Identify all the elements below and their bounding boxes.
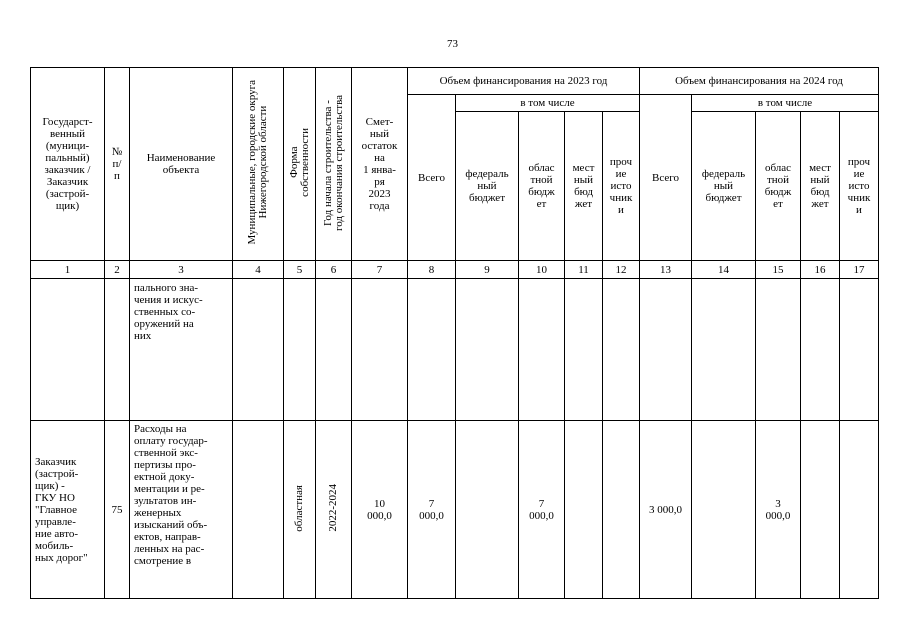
column-number: 1 xyxy=(31,261,105,279)
column-number: 13 xyxy=(640,261,692,279)
header-local-2024: мест ный бюд жет xyxy=(801,112,840,261)
header-including-2023: в том числе xyxy=(456,95,640,112)
row-years: 2022-2024 xyxy=(327,484,339,532)
header-years-cell xyxy=(316,68,352,261)
header-estimate: Смет- ный остаток на 1 янва- ря 2023 года xyxy=(352,68,408,261)
column-number: 3 xyxy=(130,261,233,279)
column-number: 8 xyxy=(408,261,456,279)
column-number: 4 xyxy=(233,261,284,279)
row-regional-2024 xyxy=(756,279,801,421)
column-number: 16 xyxy=(801,261,840,279)
header-regional-2023: облас тной бюдж ет xyxy=(519,112,565,261)
row-federal-2023 xyxy=(456,279,519,421)
row-local-2024 xyxy=(801,421,840,599)
row-total-2023: 7 000,0 xyxy=(408,421,456,599)
column-number-row xyxy=(31,261,879,279)
row-other-2024 xyxy=(840,279,879,421)
header-years: Год начала строительства - год окончания строительства xyxy=(321,94,345,231)
header-ownership-cell xyxy=(284,68,316,261)
row-ownership xyxy=(284,279,316,421)
row-total-2024: 3 000,0 xyxy=(640,421,692,599)
column-number: 15 xyxy=(756,261,801,279)
header-other-2023: проч ие исто чник и xyxy=(603,112,640,261)
row-regional-2023 xyxy=(519,279,565,421)
row-estimate: 10 000,0 xyxy=(352,421,408,599)
row-regional-2024: 3 000,0 xyxy=(756,421,801,599)
header-total-2023: Всего xyxy=(408,95,456,261)
header-federal-2024: федераль ный бюджет xyxy=(692,112,756,261)
header-number: № п/ п xyxy=(105,68,130,261)
column-number: 5 xyxy=(284,261,316,279)
header-municipal: Муниципальные, городские округа Нижегородской области xyxy=(246,80,269,245)
row-total-2024 xyxy=(640,279,692,421)
table-row xyxy=(31,279,879,421)
header-regional-2024: облас тной бюдж ет xyxy=(756,112,801,261)
row-ownership: областная xyxy=(293,484,305,532)
row-local-2024 xyxy=(801,279,840,421)
column-number: 14 xyxy=(692,261,756,279)
header-municipal-cell xyxy=(233,68,284,261)
row-number xyxy=(105,279,130,421)
column-number: 10 xyxy=(519,261,565,279)
header-fin-2023: Объем финансирования на 2023 год xyxy=(408,68,640,95)
header-customer: Государст- венный (муници- пальный) заказчик / Заказчик (застрой- щик) xyxy=(31,68,105,261)
row-total-2023 xyxy=(408,279,456,421)
row-customer xyxy=(31,279,105,421)
column-number: 6 xyxy=(316,261,352,279)
row-regional-2023: 7 000,0 xyxy=(519,421,565,599)
header-ownership: Форма собственности xyxy=(287,128,311,197)
row-ownership-cell xyxy=(284,421,316,599)
column-number: 2 xyxy=(105,261,130,279)
header-including-2024: в том числе xyxy=(692,95,879,112)
column-number: 7 xyxy=(352,261,408,279)
row-estimate xyxy=(352,279,408,421)
row-customer: Заказчик (застрой- щик) - ГКУ НО "Главное управле- ние авто- мобиль- ных дорог" xyxy=(31,421,105,599)
row-federal-2024 xyxy=(692,279,756,421)
header-local-2023: мест ный бюд жет xyxy=(565,112,603,261)
row-years xyxy=(316,279,352,421)
row-federal-2023 xyxy=(456,421,519,599)
column-number: 11 xyxy=(565,261,603,279)
header-other-2024: проч ие исто чник и xyxy=(840,112,879,261)
header-total-2024: Всего xyxy=(640,95,692,261)
table-row xyxy=(31,421,879,599)
column-number: 9 xyxy=(456,261,519,279)
column-number: 12 xyxy=(603,261,640,279)
row-other-2023 xyxy=(603,421,640,599)
column-number: 17 xyxy=(840,261,879,279)
row-years-cell xyxy=(316,421,352,599)
row-other-2024 xyxy=(840,421,879,599)
row-municipal xyxy=(233,279,284,421)
header-federal-2023: федераль ный бюджет xyxy=(456,112,519,261)
row-federal-2024 xyxy=(692,421,756,599)
row-local-2023 xyxy=(565,279,603,421)
header-fin-2024: Объем финансирования на 2024 год xyxy=(640,68,879,95)
header-object-name: Наименование объекта xyxy=(130,68,233,261)
page-number: 73 xyxy=(447,38,458,50)
financing-table xyxy=(30,67,879,599)
row-object-name: Расходы на оплату государ- ственной экс- пертизы про- ектной доку- ментации и ре- зультатов ин- женерных изысканий объ- ектов, направ- ленных на рас- смотрение в xyxy=(130,421,233,599)
row-municipal xyxy=(233,421,284,599)
row-local-2023 xyxy=(565,421,603,599)
row-object-name: пального зна- чения и искус- ственных со- оружений на них xyxy=(130,279,233,421)
row-number: 75 xyxy=(105,421,130,599)
row-other-2023 xyxy=(603,279,640,421)
